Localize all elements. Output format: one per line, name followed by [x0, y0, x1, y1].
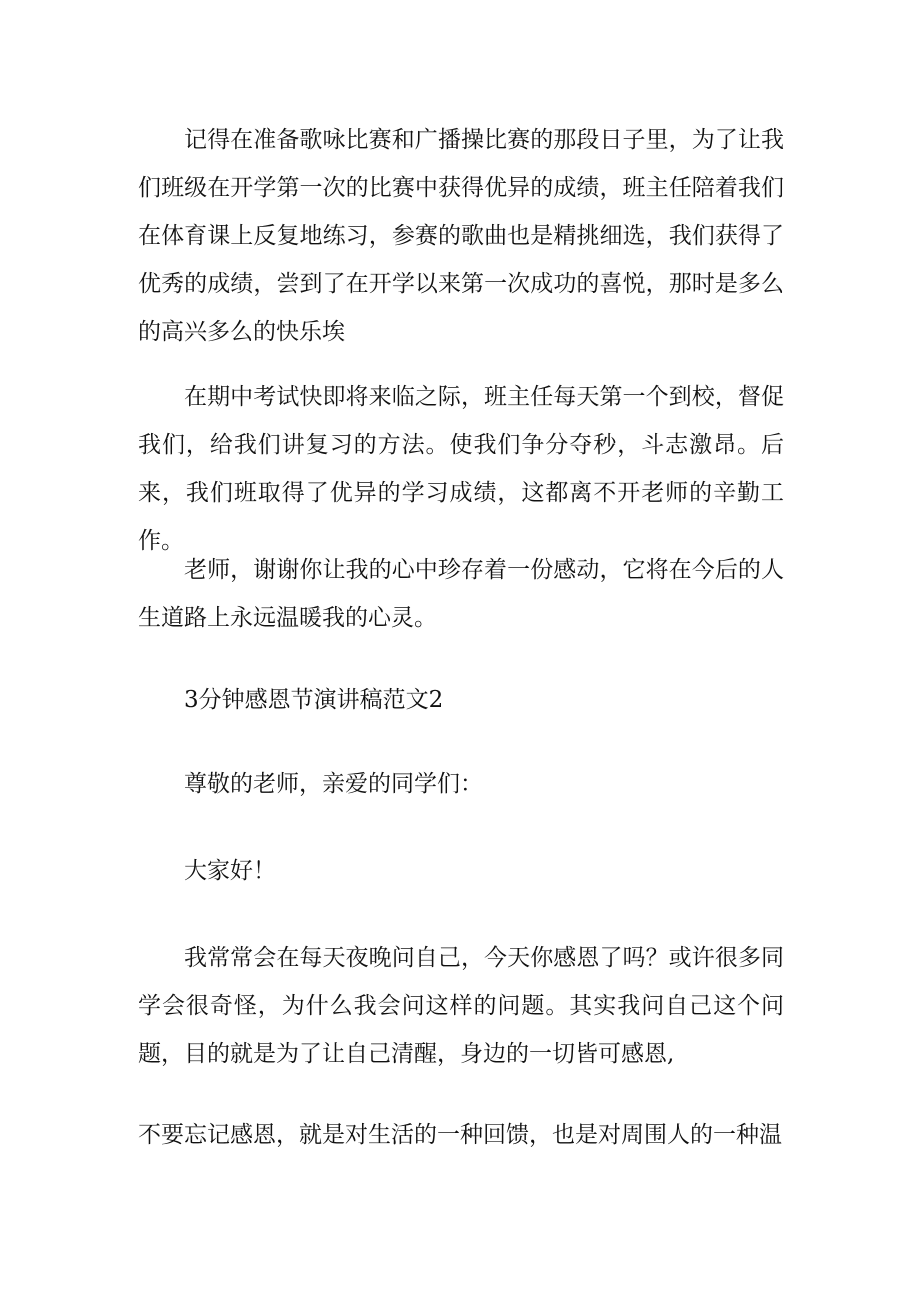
paragraph-ask-myself: 我常常会在每天夜晚问自己，今天你感恩了吗？或许很多同学会很奇怪，为什么我会问这样的问题。其实我问自己这个问题，目的就是为了让自己清醒，身边的一切皆可感恩, — [138, 945, 784, 1067]
salutation: 尊敬的老师，亲爱的同学们： — [184, 771, 483, 797]
paragraph-singing-contest: 记得在准备歌咏比赛和广播操比赛的那段日子里，为了让我们班级在开学第一次的比赛中获得优异的成绩，班主任陪着我们在体育课上反复地练习，参赛的歌曲也是精挑细选，我们获得了优秀的成绩，尝到了在开学以来第一次成功的喜悦，那时是多么的高兴多么的快乐埃 — [138, 127, 784, 345]
paragraph-midterm-exam: 在期中考试快即将来临之际，班主任每天第一个到校，督促我们，给我们讲复习的方法。使我们争分夺秒，斗志激昂。后来，我们班取得了优异的学习成绩，这都离不开老师的辛勤工作。 — [138, 384, 784, 554]
paragraph-thanks-teacher: 老师，谢谢你让我的心中珍存着一份感动，它将在今后的人生道路上永远温暖我的心灵。 — [138, 557, 784, 631]
paragraph-dont-forget-gratitude: 不要忘记感恩，就是对生活的一种回馈，也是对周围人的一种温 — [138, 1122, 782, 1148]
section-heading: 3分钟感恩节演讲稿范文2 — [184, 687, 444, 713]
greeting: 大家好！ — [184, 858, 276, 884]
